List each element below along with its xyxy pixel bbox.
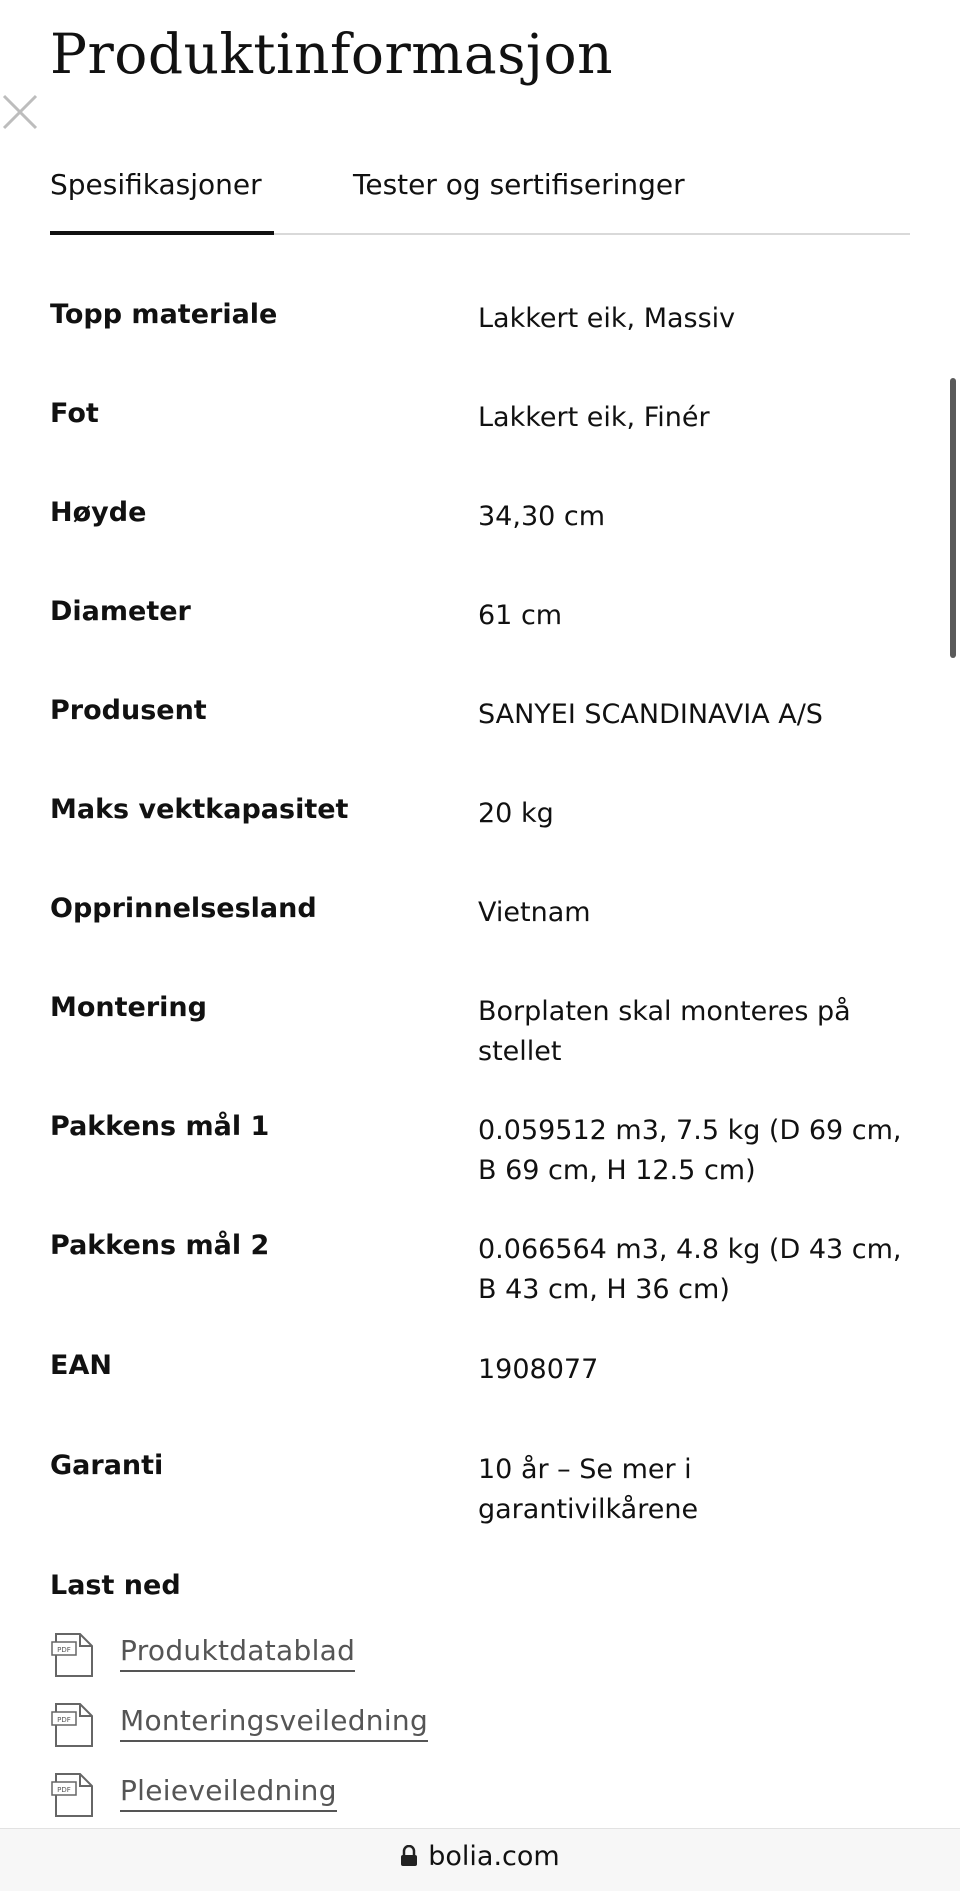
spec-label: Maks vektkapasitet [50,794,349,825]
spec-label: Produsent [50,695,207,726]
scrollbar[interactable] [950,378,956,658]
spec-label: Topp materiale [50,299,278,330]
pdf-icon [50,1700,100,1750]
spec-label: EAN [50,1350,112,1381]
browser-address-bar[interactable] [0,1828,960,1891]
spec-value: 1908077 [478,1354,599,1385]
tab-spesifikasjoner[interactable]: Spesifikasjoner [50,168,262,201]
download-monteringsveiledning[interactable] [50,1700,650,1750]
spec-label: Fot [50,398,99,429]
page-title: Produktinformasjon [50,22,614,86]
spec-value: 10 år – Se mer i garantivilkårene [478,1454,699,1525]
spec-value: 0.059512 m3, 7.5 kg (D 69 cm, B 69 cm, H 12.5 cm) [478,1115,902,1186]
lock-icon [400,1845,418,1867]
download-produktdatablad[interactable] [50,1630,650,1680]
spec-label: Pakkens mål 1 [50,1111,270,1142]
spec-label: Høyde [50,497,147,528]
spec-value: 0.066564 m3, 4.8 kg (D 43 cm, B 43 cm, H 36 cm) [478,1234,902,1305]
spec-label: Garanti [50,1450,164,1481]
spec-label: Montering [50,992,207,1023]
pdf-icon [50,1770,100,1820]
svg-text:PDF: PDF [57,1646,71,1654]
download-link[interactable]: Pleieveiledning [120,1774,337,1812]
tab-tester-og-sertifiseringer[interactable]: Tester og sertifiseringer [353,168,685,201]
spec-value: Lakkert eik, Massiv [478,303,736,334]
spec-value: SANYEI SCANDINAVIA A/S [478,699,823,730]
spec-value: 61 cm [478,600,563,631]
pdf-icon [50,1630,100,1680]
url-text: bolia.com [428,1841,560,1872]
download-pleieveiledning[interactable] [50,1770,650,1820]
spec-value: Lakkert eik, Finér [478,402,710,433]
tab-bar [50,168,910,236]
download-link[interactable]: Monteringsveiledning [120,1704,428,1742]
close-icon[interactable] [0,88,44,132]
download-link[interactable]: Produktdatablad [120,1634,355,1672]
spec-value: Borplaten skal monteres på stellet [478,996,851,1067]
download-section-title: Last ned [50,1570,181,1601]
active-tab-indicator [50,231,274,235]
url-display[interactable] [0,1841,960,1872]
spec-label: Opprinnelsesland [50,893,317,924]
svg-text:PDF: PDF [57,1716,71,1724]
spec-value: 20 kg [478,798,554,829]
spec-value: Vietnam [478,897,591,928]
spec-value: 34,30 cm [478,501,606,532]
svg-text:PDF: PDF [57,1786,71,1794]
spec-label: Pakkens mål 2 [50,1230,270,1261]
spec-label: Diameter [50,596,191,627]
